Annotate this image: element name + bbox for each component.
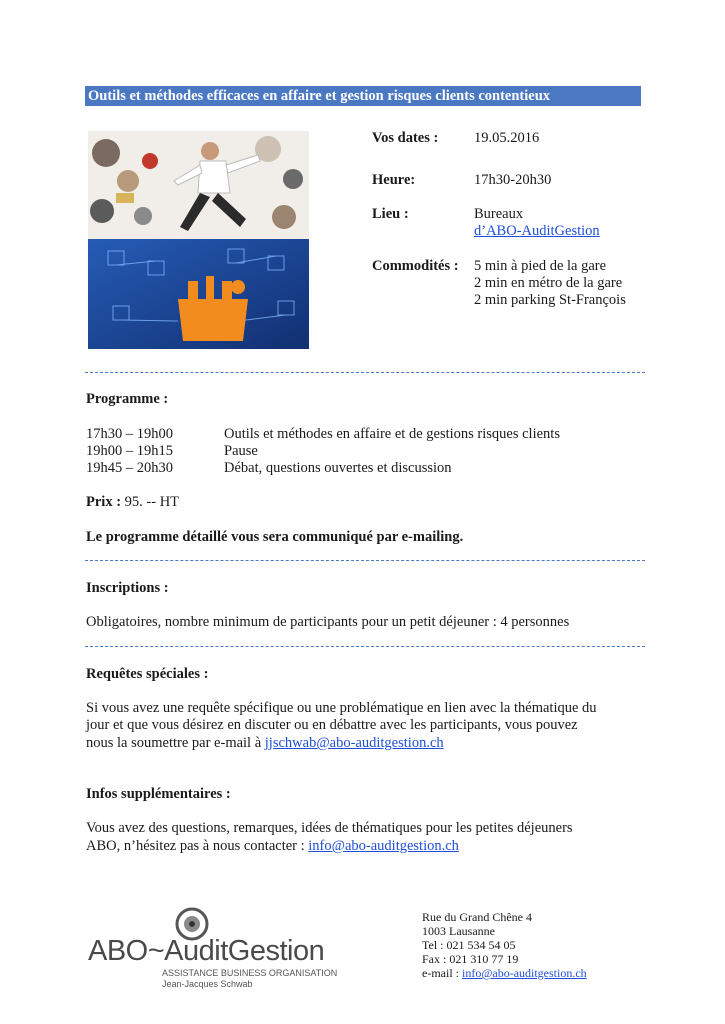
commodites-label: Commodités : <box>372 258 459 274</box>
prix-line <box>86 494 179 511</box>
requetes-line <box>86 735 444 752</box>
requetes-line: jour et que vous désirez en discuter ou en débattre avec les participants, vous pouvez <box>86 717 578 733</box>
programme-heading: Programme : <box>86 391 169 407</box>
address-email-link[interactable]: info@abo-auditgestion.ch <box>461 966 587 980</box>
commodite-item: 5 min à pied de la gare <box>474 258 607 274</box>
programme-time: 19h00 – 19h15 <box>86 443 173 459</box>
address-email-label: e-mail : <box>422 966 462 980</box>
logo-tagline: ASSISTANCE BUSINESS ORGANISATION <box>162 968 338 978</box>
lieu-link[interactable]: d’ABO-AuditGestion <box>474 223 600 239</box>
infos-prefix: ABO, n’hésitez pas à nous contacter : <box>86 838 309 854</box>
inscriptions-heading: Inscriptions : <box>86 580 169 596</box>
programme-time: 19h45 – 20h30 <box>86 460 173 476</box>
address-tel: Tel : 021 534 54 05 <box>422 938 516 952</box>
requetes-line: Si vous avez une requête spécifique ou une problématique en lien avec la thématique du <box>86 700 597 716</box>
requetes-email-link[interactable]: jjschwab@abo-auditgestion.ch <box>264 735 444 751</box>
address-fax: Fax : 021 310 77 19 <box>422 952 519 966</box>
prix-value: 95. -- HT <box>121 494 180 510</box>
separator <box>85 646 645 647</box>
dates-label: Vos dates : <box>372 130 439 146</box>
address-email-line <box>422 966 587 980</box>
programme-note: Le programme détaillé vous sera communiqué par e-mailing. <box>86 529 464 545</box>
heure-label: Heure: <box>372 172 416 188</box>
programme-desc: Outils et méthodes en affaire et de gestions risques clients <box>224 426 560 442</box>
infos-heading: Infos supplémentaires : <box>86 786 231 802</box>
infos-email-link[interactable]: info@abo-auditgestion.ch <box>308 838 459 854</box>
separator <box>85 372 645 373</box>
lieu-line: Bureaux <box>474 206 524 222</box>
programme-time: 17h30 – 19h00 <box>86 426 173 442</box>
infos-line: Vous avez des questions, remarques, idées de thématiques pour les petites déjeuners <box>86 820 573 836</box>
commodite-item: 2 min en métro de la gare <box>474 275 623 291</box>
infos-line <box>86 838 459 855</box>
prix-label: Prix : <box>86 494 122 510</box>
commodite-item: 2 min parking St-François <box>474 292 626 308</box>
programme-desc: Débat, questions ouvertes et discussion <box>224 460 452 476</box>
company-logo <box>88 907 348 992</box>
address-block <box>422 910 587 980</box>
inscriptions-text: Obligatoires, nombre minimum de participants pour un petit déjeuner : 4 personnes <box>86 614 570 630</box>
address-street: Rue du Grand Chêne 4 <box>422 910 532 924</box>
lieu-label: Lieu : <box>372 206 409 222</box>
heure-value: 17h30-20h30 <box>474 172 552 188</box>
logo-name: ABO~AuditGestion <box>88 935 325 967</box>
requetes-prefix: nous la soumettre par e-mail à <box>86 735 265 751</box>
programme-desc: Pause <box>224 443 258 459</box>
hero-image <box>88 131 309 349</box>
separator <box>85 560 645 561</box>
logo-person: Jean-Jacques Schwab <box>162 979 253 989</box>
requetes-heading: Requêtes spéciales : <box>86 666 209 682</box>
address-city: 1003 Lausanne <box>422 924 495 938</box>
dates-value: 19.05.2016 <box>474 130 540 146</box>
page-title: Outils et méthodes efficaces en affaire et gestion risques clients contentieux <box>85 86 641 106</box>
